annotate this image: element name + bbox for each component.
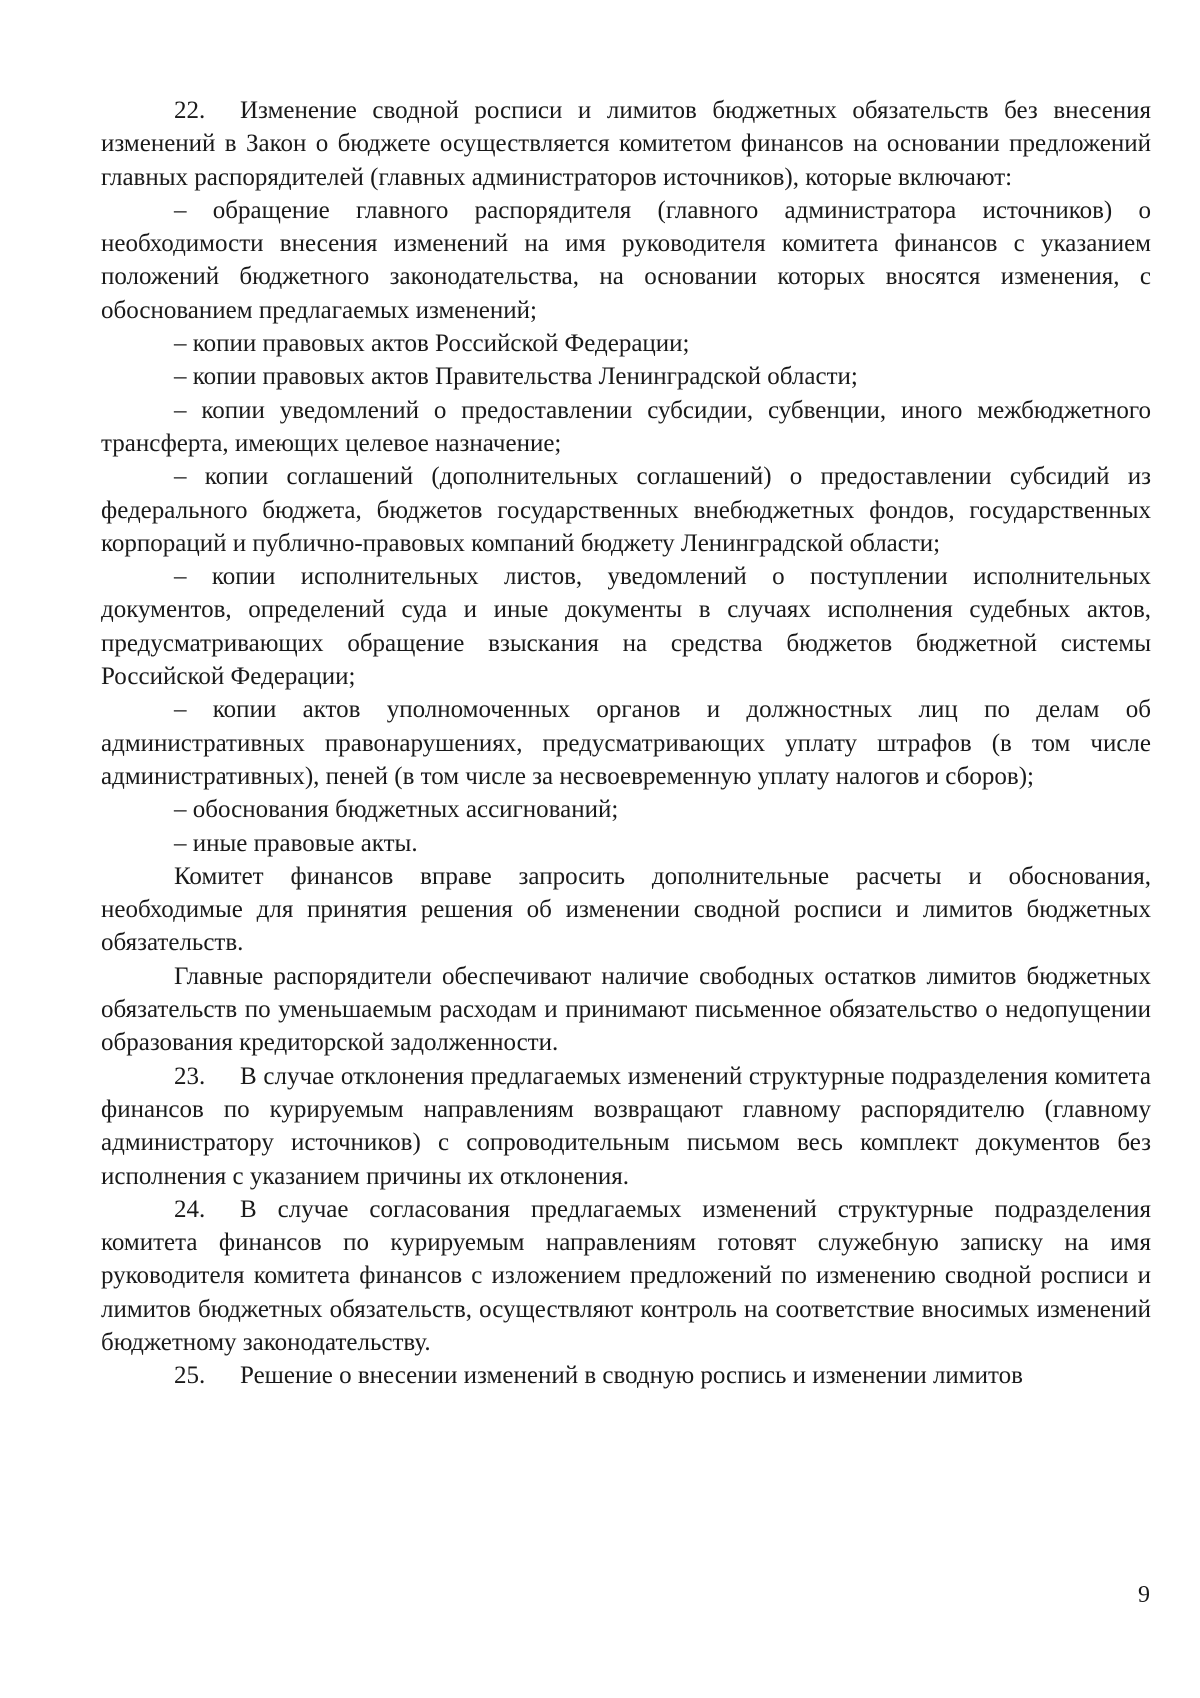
list-item: – копии исполнительных листов, уведомлений о поступлении исполнительных документов, определений суда и иные документы в случаях исполнения судебных актов, предусматривающих обращение взыскания на средства бюджетов бюджетной системы Российской Федерации; [101,563,1151,691]
paragraph-23 [101,1060,1151,1193]
paragraph-text: В случае согласования предлагаемых изменений структурные подразделения комитета финансов по курируемым направлениям готовят служебную записку на имя руководителя комитета финансов с изложением предложений по изменению сводной росписи и лимитов бюджетных обязательств, осуществляют контроль на соответствие вносимых изменений бюджетному законодательству. [101,1195,1151,1356]
paragraph-22 [101,94,1151,194]
page-number: 9 [1138,1582,1150,1608]
paragraph: Комитет финансов вправе запросить дополнительные расчеты и обоснования, необходимые для принятия решения об изменении сводной росписи и лимитов бюджетных обязательств. [101,862,1151,957]
paragraph-text: Решение о внесении изменений в сводную роспись и изменении лимитов [240,1362,1023,1390]
paragraph: Главные распорядители обеспечивают наличие свободных остатков лимитов бюджетных обязательств по уменьшаемым расходам и принимают письменное обязательство о недопущении образования кредиторской задолженности. [101,962,1151,1057]
list-item: – копии соглашений (дополнительных соглашений) о предоставлении субсидий из федерального бюджета, бюджетов государственных внебюджетных фондов, государственных корпораций и публично-правовых компаний бюджету Ленинградской области; [101,463,1151,557]
document-body [101,94,1151,1393]
paragraph-24 [101,1193,1151,1359]
paragraph-number: 23. [174,1062,206,1090]
list-item: – обращение главного распорядителя (главного администратора источников) о необходимости внесения изменений на имя руководителя комитета финансов с указанием положений бюджетного законодательства, на основании которых вносятся изменения, с обоснованием предлагаемых изменений; [101,196,1151,324]
list-item: – копии правовых актов Российской Федерации; [174,330,690,358]
list-item: – копии уведомлений о предоставлении субсидии, субвенции, иного межбюджетного трансферта, имеющих целевое назначение; [101,396,1151,457]
paragraph-text: Изменение сводной росписи и лимитов бюджетных обязательств без внесения изменений в Закон о бюджете осуществляется комитетом финансов на основании предложений главных распорядителей (главных администраторов источников), которые включают: [101,97,1151,191]
paragraph-number: 24. [174,1195,206,1223]
paragraph-25 [101,1359,1151,1392]
paragraph-number: 22. [174,97,206,124]
list-item: – копии правовых актов Правительства Ленинградской области; [174,363,858,391]
paragraph-text: В случае отклонения предлагаемых изменений структурные подразделения комитета финансов по курируемым направлениям возвращают главному распорядителю (главному администратору источников) с сопроводительным письмом весь комплект документов без исполнения с указанием причины их отклонения. [101,1062,1151,1190]
list-item: – обоснования бюджетных ассигнований; [174,796,619,824]
list-item: – копии актов уполномоченных органов и должностных лиц по делам об административных правонарушениях, предусматривающих уплату штрафов (в том числе административных), пеней (в том числе за несвоевременную уплату налогов и сборов); [101,696,1151,790]
paragraph-number: 25. [174,1362,206,1390]
list-item: – иные правовые акты. [174,829,418,857]
